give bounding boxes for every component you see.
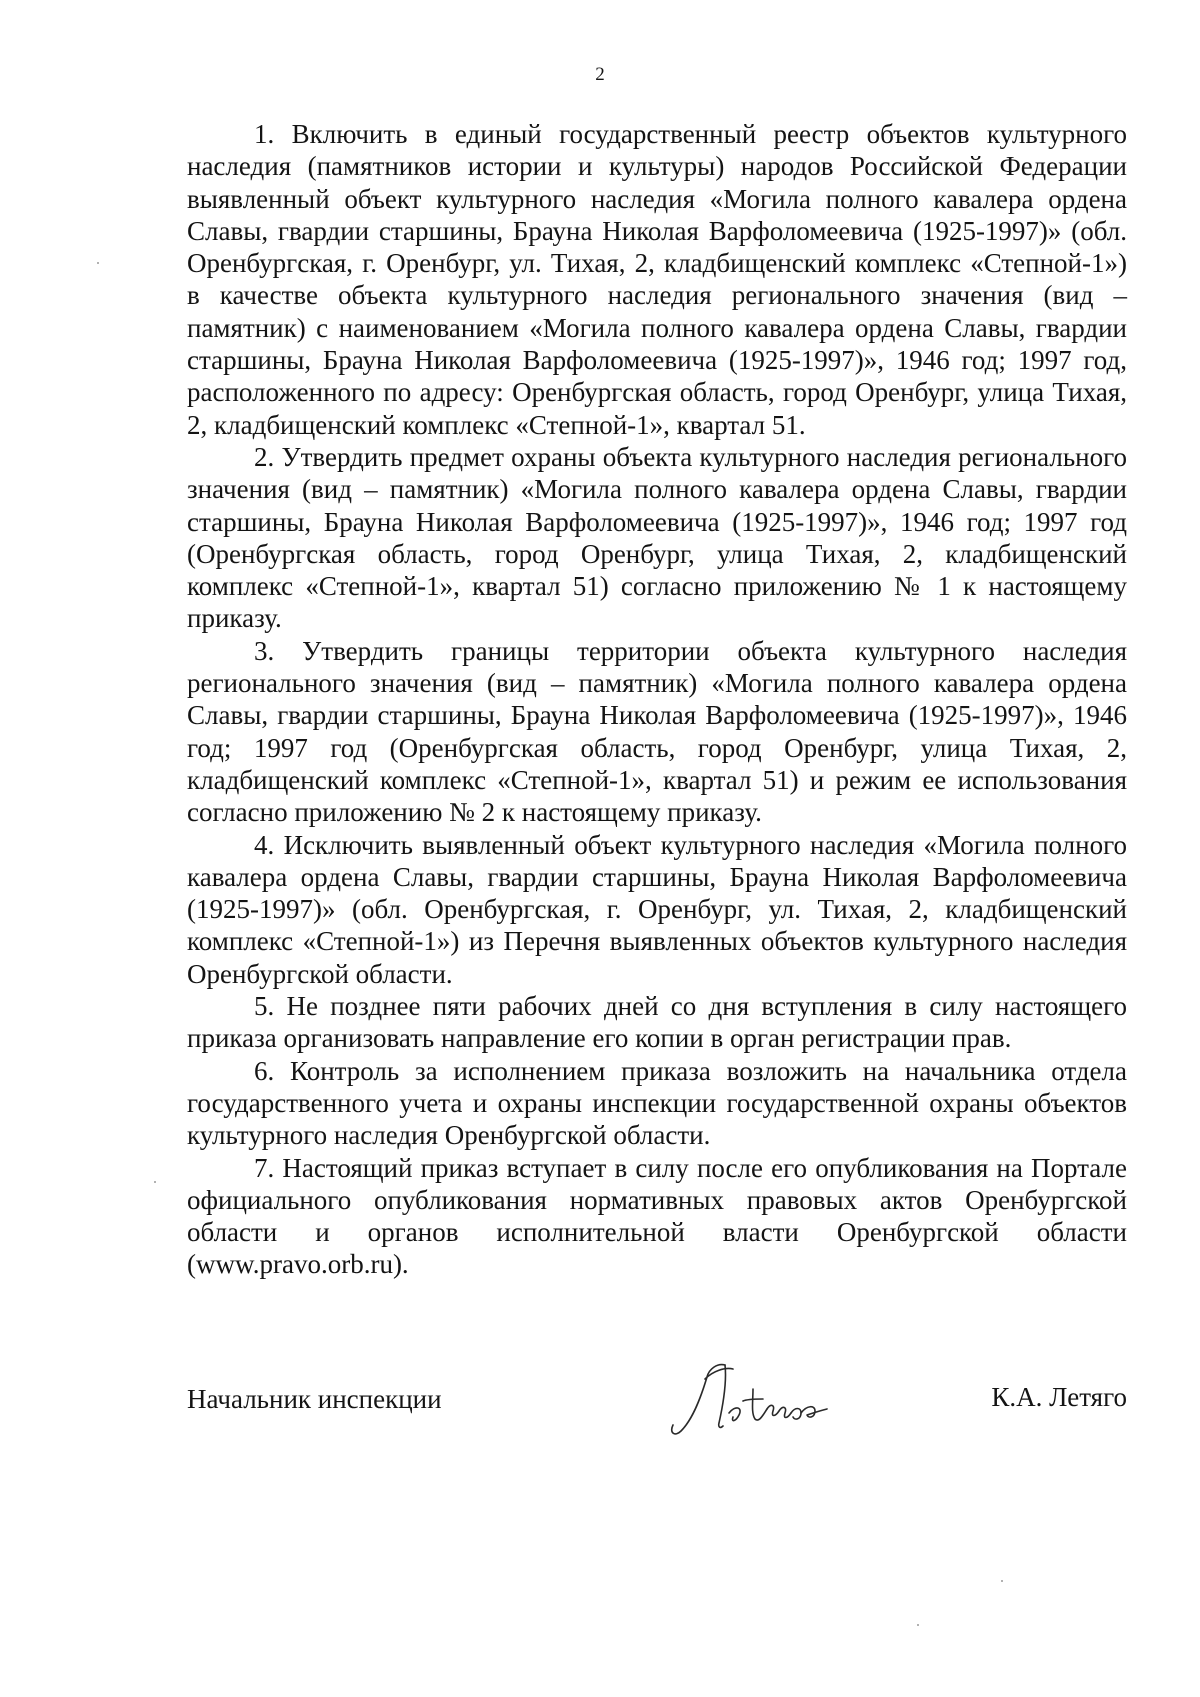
paragraph-3: 3. Утвердить границы территории объекта культурного наследия регионального значения (вид – памятник) «Могила полного кавалера ордена Славы, гвардии старшины, Брауна Николая Варфоломеевича (1925-1997)», 1946 год; 1997 год (Оренбургская область, город Оренбург, улица Тихая, 2, кладбищенский комплекс «Степной-1», квартал 51) и режим ее использования согласно приложению № 2 к настоящему приказу. bbox=[187, 635, 1127, 828]
paragraph-5: 5. Не позднее пяти рабочих дней со дня вступления в силу настоящего приказа организовать направление его копии в орган регистрации прав. bbox=[187, 991, 1127, 1054]
signatory-name: К.А. Летяго bbox=[991, 1382, 1127, 1412]
paragraph-7: 7. Настоящий приказ вступает в силу после его опубликования на Портале официального опубликования нормативных правовых актов Оренбургской области и органов исполнительной власти Оренбургской области (www.pravo.orb.ru). bbox=[187, 1152, 1127, 1280]
scan-speck bbox=[917, 1624, 919, 1626]
paragraph-1: 1. Включить в единый государственный реестр объектов культурного наследия (памятников истории и культуры) народов Российской Федерации выявленный объект культурного наследия «Могила полного кавалера ордена Славы, гвардии старшины, Брауна Николая Варфоломеевича (1925-1997)» (обл. Оренбургская, г. Оренбург, ул. Тихая, 2, кладбищенский комплекс «Степной-1») в качестве объекта культурного наследия регионального значения (вид – памятник) с наименованием «Могила полного кавалера ордена Славы, гвардии старшины, Брауна Николая Варфоломеевича (1925-1997)», 1946 год; 1997 год, расположенного по адресу: Оренбургская область, город Оренбург, улица Тихая, 2, кладбищенский комплекс «Степной-1», квартал 51. bbox=[187, 119, 1127, 440]
scan-speck bbox=[1001, 1580, 1003, 1582]
document-body bbox=[187, 118, 1127, 1281]
signatory-position: Начальник инспекции bbox=[187, 1384, 442, 1414]
paragraph-6: 6. Контроль за исполнением приказа возложить на начальника отдела государственного учета и охраны инспекции государственной охраны объектов культурного наследия Оренбургской области. bbox=[187, 1055, 1127, 1151]
scan-speck bbox=[154, 1181, 156, 1183]
paragraph-4: 4. Исключить выявленный объект культурного наследия «Могила полного кавалера ордена Славы, гвардии старшины, Брауна Николая Варфоломеевича (1925-1997)» (обл. Оренбургская, г. Оренбург, ул. Тихая, 2, кладбищенский комплекс «Степной-1») из Перечня выявленных объектов культурного наследия Оренбургской области. bbox=[187, 829, 1127, 989]
signature-block bbox=[187, 1375, 1127, 1465]
scan-speck bbox=[97, 262, 99, 264]
page-number: 2 bbox=[595, 64, 605, 85]
handwritten-signature bbox=[667, 1353, 867, 1443]
paragraph-2: 2. Утвердить предмет охраны объекта культурного наследия регионального значения (вид – памятник) «Могила полного кавалера ордена Славы, гвардии старшины, Брауна Николая Варфоломеевича (1925-1997)», 1946 год; 1997 год (Оренбургская область, город Оренбург, улица Тихая, 2, кладбищенский комплекс «Степной-1», квартал 51) согласно приложению № 1 к настоящему приказу. bbox=[187, 441, 1127, 634]
